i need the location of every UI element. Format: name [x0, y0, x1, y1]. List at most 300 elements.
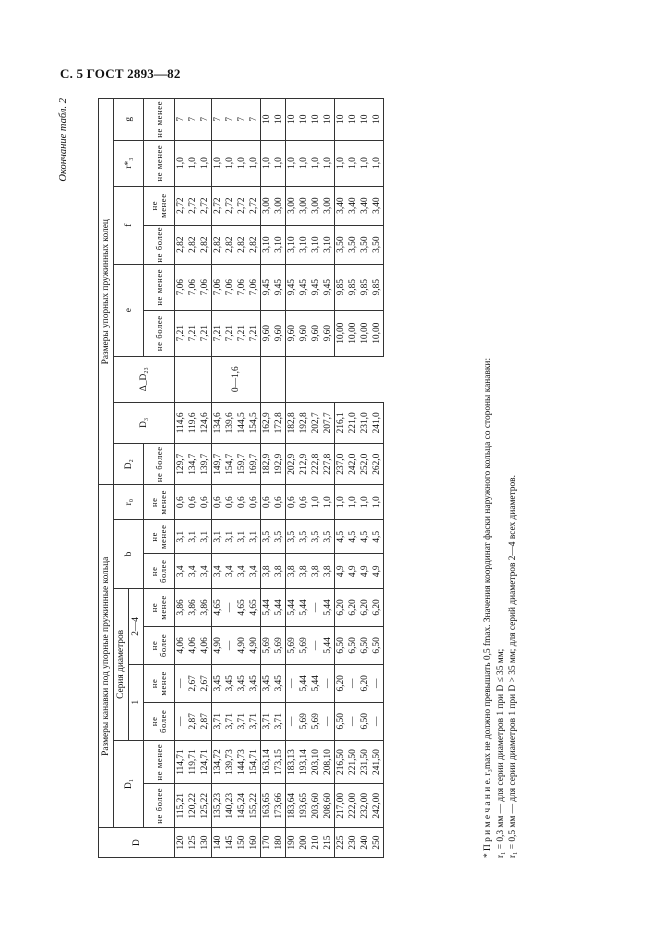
table-cell: 6,50	[335, 702, 348, 740]
table-cell: 217,00	[335, 784, 348, 828]
table-cell: 1,0	[359, 140, 371, 186]
table-cell: 4,90	[248, 626, 261, 664]
table-cell: 7	[236, 99, 248, 141]
table-cell: 10	[261, 99, 274, 141]
table-cell: 1,0	[273, 140, 286, 186]
table-cell: 4,5	[359, 520, 371, 554]
table-cell: 4,65	[236, 588, 248, 626]
table-cell: 180	[273, 828, 286, 858]
header-series: Серия диаметров	[114, 588, 129, 740]
table-cell: 173,15	[273, 740, 286, 784]
table-cell: 115,21	[175, 784, 188, 828]
table-cell: 7,21	[212, 310, 225, 356]
header-series-2-4: 2—4	[129, 588, 144, 664]
table-cell: 4,06	[175, 626, 188, 664]
table-cell: 202,7	[310, 402, 322, 443]
table-cell: 9,60	[286, 310, 299, 356]
table-cell: 130	[199, 828, 212, 858]
table-cell: 9,85	[347, 264, 359, 310]
table-cell: 9,60	[322, 310, 335, 356]
table-cell: 144,5	[236, 402, 248, 443]
table-cell: 1,0	[187, 140, 199, 186]
header-D2-max: не более	[144, 444, 175, 485]
table-cell: 4,06	[199, 626, 212, 664]
table-cell: 9,85	[371, 264, 384, 310]
table-cell: 2,67	[199, 664, 212, 702]
table-cell: 3,71	[261, 702, 274, 740]
cell-delta	[286, 356, 384, 402]
table-cell: 3,40	[359, 186, 371, 225]
header-g: g	[114, 99, 144, 141]
table-cell: 155,22	[248, 784, 261, 828]
table-cell: 10	[347, 99, 359, 141]
header-b-max: не более	[144, 554, 175, 588]
table-cell: 1,0	[298, 140, 310, 186]
table-cell: 9,45	[261, 264, 274, 310]
table-cell: —	[310, 588, 322, 626]
table-cell: 252,0	[359, 444, 371, 485]
note-line-2: r₁ = 0,3 мм — для серии диаметров 1 при D ≤ 35 мм;	[495, 648, 506, 858]
table-row	[261, 99, 274, 858]
table-row	[322, 99, 335, 858]
table-cell: 210	[310, 828, 322, 858]
table-cell: 10	[286, 99, 299, 141]
table-row	[212, 99, 225, 858]
table-cell: 182,8	[286, 402, 299, 443]
table-cell: 170	[261, 828, 274, 858]
table-cell: —	[224, 626, 236, 664]
table-cell: 3,1	[187, 520, 199, 554]
table-cell: 0,6	[187, 485, 199, 520]
header-D: D	[99, 828, 175, 858]
table-cell: 1,0	[335, 140, 348, 186]
table-cell: 7,06	[236, 264, 248, 310]
table-cell: 2,72	[248, 186, 261, 225]
table-cell: 3,50	[371, 225, 384, 264]
table-cell: 231,50	[359, 740, 371, 784]
table-cell: 0,6	[286, 485, 299, 520]
table-cell: 163,65	[261, 784, 274, 828]
table-cell: 3,45	[273, 664, 286, 702]
table-cell: 134,72	[212, 740, 225, 784]
table-cell: 0,6	[224, 485, 236, 520]
table-cell: 3,1	[236, 520, 248, 554]
table-cell: 208,10	[322, 740, 335, 784]
table-cell: —	[175, 664, 188, 702]
table-cell: 3,4	[248, 554, 261, 588]
table-cell: 10	[322, 99, 335, 141]
header-D2: D₂	[114, 444, 144, 485]
table-cell: 6,50	[371, 626, 384, 664]
table-cell: 6,20	[335, 588, 348, 626]
table-cell: 2,82	[199, 225, 212, 264]
table-body	[175, 99, 384, 858]
table-cell: 4,9	[347, 554, 359, 588]
table-cell: 4,9	[359, 554, 371, 588]
table-cell: 154,5	[248, 402, 261, 443]
header-a2-max: не более	[144, 626, 175, 664]
table-row	[359, 99, 371, 858]
table-cell: 144,73	[236, 740, 248, 784]
table-cell: 1,0	[371, 140, 384, 186]
table-cell: 183,13	[286, 740, 299, 784]
table-cell: —	[286, 664, 299, 702]
table-cell: 6,20	[335, 664, 348, 702]
table-cell: 140,23	[224, 784, 236, 828]
header-e-max: не более	[144, 310, 175, 356]
table-cell: 3,1	[199, 520, 212, 554]
table-cell: 7,21	[187, 310, 199, 356]
table-cell: 203,60	[310, 784, 322, 828]
table-cell: 124,71	[199, 740, 212, 784]
table-cell: 10	[298, 99, 310, 141]
table-cell: 0,6	[175, 485, 188, 520]
table-cell: 169,7	[248, 444, 261, 485]
table-cell: 2,87	[199, 702, 212, 740]
table-cell: 3,45	[224, 664, 236, 702]
table-cell: 10,00	[335, 310, 348, 356]
table-cell: 1,0	[199, 140, 212, 186]
table-cell: 241,50	[371, 740, 384, 784]
table-row	[224, 99, 236, 858]
table-cell: 221,50	[347, 740, 359, 784]
table-cell: 225	[335, 828, 348, 858]
table-cell: 192,9	[273, 444, 286, 485]
table-cell: 3,40	[347, 186, 359, 225]
table-cell: 4,5	[371, 520, 384, 554]
table-cell: —	[371, 702, 384, 740]
table-cell: 216,50	[335, 740, 348, 784]
table-cell: 250	[371, 828, 384, 858]
header-r3-min: не менее	[144, 140, 175, 186]
header-groove-group: Размеры канавки под упорные пружинные кольца	[99, 485, 114, 828]
table-cell: 193,14	[298, 740, 310, 784]
table-cell: 3,50	[347, 225, 359, 264]
table-cell: 4,9	[371, 554, 384, 588]
table-cell: 120	[175, 828, 188, 858]
table-cell: 4,06	[187, 626, 199, 664]
table-cell: 7	[224, 99, 236, 141]
table-cell: 227,8	[322, 444, 335, 485]
table-cell: 1,0	[322, 140, 335, 186]
table-cell: 7,21	[199, 310, 212, 356]
header-delta: Δ_D₂₃	[114, 356, 175, 402]
table-cell: 3,4	[187, 554, 199, 588]
table-cell: 203,10	[310, 740, 322, 784]
table-cell: —	[310, 626, 322, 664]
table-cell: 3,10	[286, 225, 299, 264]
table-cell: 212,9	[298, 444, 310, 485]
table-cell: 5,44	[322, 588, 335, 626]
table-cell: 3,71	[273, 702, 286, 740]
table-cell: 3,86	[199, 588, 212, 626]
table-cell: 200	[298, 828, 310, 858]
table-cell: 125,22	[199, 784, 212, 828]
table-cell: 0,6	[273, 485, 286, 520]
table-cell: 208,60	[322, 784, 335, 828]
table-cell: 3,00	[310, 186, 322, 225]
table-cell: 3,00	[298, 186, 310, 225]
header-r0-min: не менее	[144, 485, 175, 520]
table-cell: 3,4	[212, 554, 225, 588]
header-r3: r*₃	[114, 140, 144, 186]
table-cell: 160	[248, 828, 261, 858]
table-cell: 7,21	[248, 310, 261, 356]
table-cell: 6,20	[359, 664, 371, 702]
table-cell: 2,82	[212, 225, 225, 264]
table-cell: 3,45	[236, 664, 248, 702]
table-cell: —	[347, 664, 359, 702]
table-cell: 3,40	[335, 186, 348, 225]
table-cell: —	[286, 702, 299, 740]
table-cell: 5,44	[310, 664, 322, 702]
table-cell: 124,6	[199, 402, 212, 443]
table-cell: 10	[310, 99, 322, 141]
table-cell: 3,00	[261, 186, 274, 225]
table-cell: 114,6	[175, 402, 188, 443]
table-cell: 2,72	[199, 186, 212, 225]
table-cell: 7	[175, 99, 188, 141]
table-cell: 3,00	[286, 186, 299, 225]
table-cell: 3,10	[298, 225, 310, 264]
table-cell: 3,50	[359, 225, 371, 264]
table-cell: 9,60	[310, 310, 322, 356]
table-cell: 0,6	[298, 485, 310, 520]
table-cell: 2,82	[187, 225, 199, 264]
table-cell: 0,6	[199, 485, 212, 520]
table-row	[371, 99, 384, 858]
table-cell: 6,50	[335, 626, 348, 664]
header-b: b	[114, 520, 144, 589]
table-row	[310, 99, 322, 858]
table-cell: 9,45	[273, 264, 286, 310]
table-cell: 230	[347, 828, 359, 858]
table-cell: 10	[273, 99, 286, 141]
table-cell: 207,7	[322, 402, 335, 443]
table-cell: 232,00	[359, 784, 371, 828]
table-cell: 129,7	[175, 444, 188, 485]
table-cell: 4,9	[335, 554, 348, 588]
table-cell: 7,06	[175, 264, 188, 310]
table-cell: 3,1	[248, 520, 261, 554]
table-cell: 3,8	[310, 554, 322, 588]
table-cell: 192,8	[298, 402, 310, 443]
table-cell: 216,1	[335, 402, 348, 443]
header-e-min: не менее	[144, 264, 175, 310]
table-cell: 1,0	[212, 140, 225, 186]
table-cell: 3,45	[261, 664, 274, 702]
header-D3: D₃	[114, 402, 175, 443]
table-cell: 3,50	[335, 225, 348, 264]
header-D1-max: не более	[144, 784, 175, 828]
rotated-table-page	[58, 98, 590, 858]
table-cell: 7	[248, 99, 261, 141]
table-cell: 3,4	[236, 554, 248, 588]
table-cell: 3,10	[322, 225, 335, 264]
header-ring-group: Размеры упорных пружинных колец	[99, 99, 114, 485]
table-cell: 6,50	[347, 626, 359, 664]
table-cell: 119,6	[187, 402, 199, 443]
table-cell: 2,67	[187, 664, 199, 702]
table-cell: 5,69	[273, 626, 286, 664]
table-cell: 3,5	[273, 520, 286, 554]
table-cell: 10,00	[359, 310, 371, 356]
table-cell: 159,7	[236, 444, 248, 485]
table-row	[199, 99, 212, 858]
table-cell: 7,21	[175, 310, 188, 356]
table-cell: 222,8	[310, 444, 322, 485]
table-cell: 222,00	[347, 784, 359, 828]
table-cell: 10	[359, 99, 371, 141]
table-cell: 202,9	[286, 444, 299, 485]
table-cell: 3,00	[322, 186, 335, 225]
table-cell: 3,45	[212, 664, 225, 702]
table-cell: 3,1	[212, 520, 225, 554]
table-cell: 6,20	[371, 588, 384, 626]
table-cell: 154,71	[248, 740, 261, 784]
table-cell: 1,0	[310, 485, 322, 520]
table-cell: 3,4	[175, 554, 188, 588]
table-cell: 9,85	[335, 264, 348, 310]
dimensions-table	[98, 98, 384, 858]
table-cell: 4,90	[212, 626, 225, 664]
cell-delta: 0—1,6	[212, 356, 261, 402]
table-cell: 4,90	[236, 626, 248, 664]
table-cell: 3,10	[310, 225, 322, 264]
table-cell: 7	[212, 99, 225, 141]
table-cell: 3,8	[298, 554, 310, 588]
table-cell: 5,44	[298, 664, 310, 702]
table-cell: 134,6	[212, 402, 225, 443]
table-cell: 0,6	[248, 485, 261, 520]
table-cell: 9,60	[298, 310, 310, 356]
table-cell: 193,65	[298, 784, 310, 828]
table-cell: 3,5	[261, 520, 274, 554]
table-cell: 5,44	[261, 588, 274, 626]
table-cell: 215	[322, 828, 335, 858]
table-cell: 4,5	[347, 520, 359, 554]
table-cell: 135,23	[212, 784, 225, 828]
table-cell: 10,00	[371, 310, 384, 356]
table-cell: 5,69	[310, 702, 322, 740]
table-cell: 3,1	[175, 520, 188, 554]
table-cell: 3,8	[261, 554, 274, 588]
table-cell: 0,6	[261, 485, 274, 520]
table-cell: 1,0	[371, 485, 384, 520]
header-f: f	[114, 186, 144, 264]
table-cell: —	[322, 664, 335, 702]
table-cell: 139,7	[199, 444, 212, 485]
table-cell: 5,69	[286, 626, 299, 664]
table-cell: 9,45	[286, 264, 299, 310]
table-cell: 2,82	[248, 225, 261, 264]
table-cell: 5,44	[273, 588, 286, 626]
table-cell: —	[347, 702, 359, 740]
table-cell: 120,22	[187, 784, 199, 828]
header-f-min: не менее	[144, 186, 175, 225]
table-cell: 119,71	[187, 740, 199, 784]
table-cell: 1,0	[347, 140, 359, 186]
table-cell: 172,8	[273, 402, 286, 443]
table-cell: 162,9	[261, 402, 274, 443]
table-cell: 6,50	[359, 626, 371, 664]
table-cell: 3,10	[261, 225, 274, 264]
table-cell: 241,0	[371, 402, 384, 443]
table-cell: 7	[187, 99, 199, 141]
table-row	[298, 99, 310, 858]
table-cell: 5,44	[286, 588, 299, 626]
table-cell: 145,24	[236, 784, 248, 828]
header-e: e	[114, 264, 144, 356]
notes	[482, 358, 520, 858]
table-cell: 139,73	[224, 740, 236, 784]
table-cell: 1,0	[224, 140, 236, 186]
table-cell: 3,8	[273, 554, 286, 588]
table-cell: 4,65	[212, 588, 225, 626]
table-cell: 6,50	[359, 702, 371, 740]
table-cell: 242,0	[347, 444, 359, 485]
table-cell: 6,20	[347, 588, 359, 626]
table-cell: 3,00	[273, 186, 286, 225]
header-a2-min: не менее	[144, 588, 175, 626]
table-cell: 2,82	[224, 225, 236, 264]
table-cell: —	[175, 702, 188, 740]
table-cell: 3,10	[273, 225, 286, 264]
table-cell: 2,72	[224, 186, 236, 225]
table-cell: 2,72	[236, 186, 248, 225]
table-cell: 5,69	[298, 626, 310, 664]
table-cell: 134,7	[187, 444, 199, 485]
table-cell: 7	[199, 99, 212, 141]
table-cell: 3,4	[224, 554, 236, 588]
table-cell: 3,71	[224, 702, 236, 740]
table-cell: 145	[224, 828, 236, 858]
table-cell: 7,06	[199, 264, 212, 310]
table-cell: 262,0	[371, 444, 384, 485]
note-line-3: r₁ = 0,5 мм — для серии диаметров 1 при D > 35 мм; для серий диаметров 2—4 всех диаметров.	[508, 475, 518, 858]
table-cell: 7,21	[236, 310, 248, 356]
table-cell: 125	[187, 828, 199, 858]
table-cell: 163,14	[261, 740, 274, 784]
table-cell: 3,40	[371, 186, 384, 225]
table-cell: 7,06	[224, 264, 236, 310]
table-cell: —	[224, 588, 236, 626]
header-b-min: не менее	[144, 520, 175, 554]
table-cell: 3,71	[212, 702, 225, 740]
table-cell: 4,5	[335, 520, 348, 554]
table-cell: 1,0	[335, 485, 348, 520]
table-cell: 9,45	[322, 264, 335, 310]
table-cell: 0,6	[236, 485, 248, 520]
table-cell: 140	[212, 828, 225, 858]
table-cell: 3,45	[248, 664, 261, 702]
table-cell: 1,0	[236, 140, 248, 186]
table-cell: 149,7	[212, 444, 225, 485]
table-cell: 3,5	[310, 520, 322, 554]
table-cell: 154,7	[224, 444, 236, 485]
header-r0: r₀	[114, 485, 144, 520]
table-cell: 2,82	[175, 225, 188, 264]
table-cell: 6,20	[359, 588, 371, 626]
table-cell: 4,65	[248, 588, 261, 626]
table-cell: 1,0	[347, 485, 359, 520]
table-cell: 2,87	[187, 702, 199, 740]
table-cell: 242,00	[371, 784, 384, 828]
table-cell: 9,85	[359, 264, 371, 310]
table-cell: 9,60	[273, 310, 286, 356]
table-cell: 3,1	[224, 520, 236, 554]
table-cell: 5,44	[298, 588, 310, 626]
